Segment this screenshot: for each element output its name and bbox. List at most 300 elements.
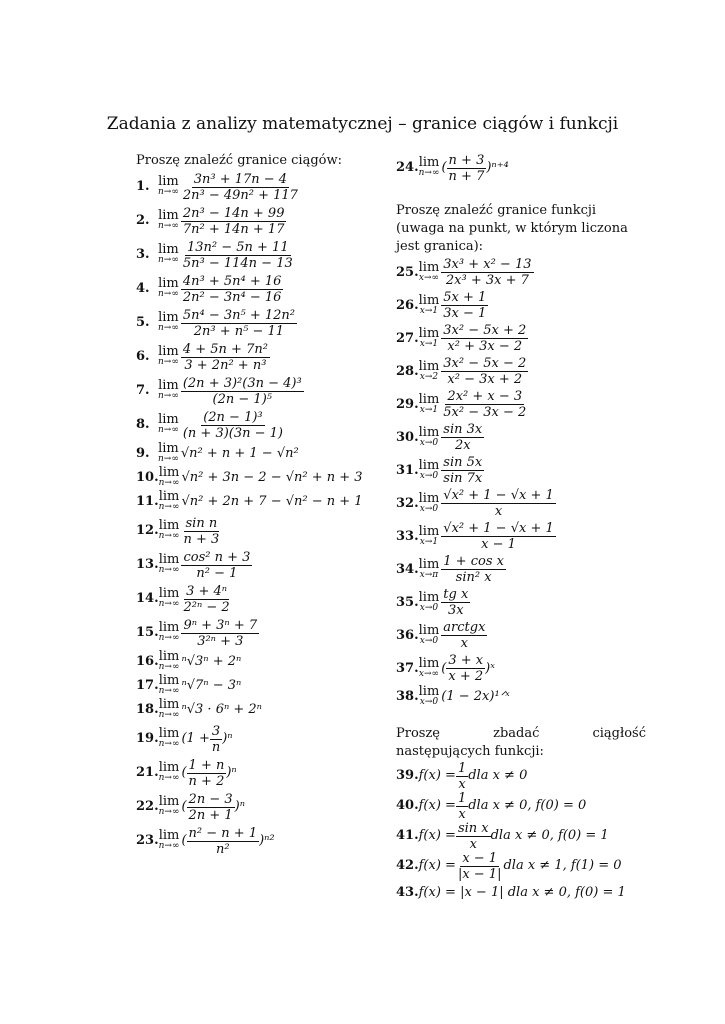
- problem-number: 19.: [136, 731, 159, 746]
- expression: ⁿ√7ⁿ − 3ⁿ: [181, 678, 242, 693]
- denominator: x + 2: [448, 669, 484, 684]
- fraction: [181, 274, 284, 305]
- limit-word: lim: [158, 620, 180, 635]
- problem-item: [396, 520, 646, 553]
- limit-operator: [158, 414, 179, 436]
- numerator: 9ⁿ + 3ⁿ + 7: [183, 617, 258, 633]
- limit-operator: [158, 443, 179, 465]
- problem-item: [396, 487, 646, 520]
- limit-operator: [419, 157, 440, 179]
- function-limit-list: [396, 256, 646, 709]
- continuity-list: [396, 761, 646, 905]
- denominator: |x − 1|: [457, 866, 502, 882]
- limit-word: lim: [418, 655, 440, 671]
- limit-subscript: n→∞: [158, 633, 180, 643]
- limit-operator: [158, 380, 179, 402]
- numerator: n + 3: [448, 152, 485, 168]
- numerator: 5n⁴ − 3n⁵ + 12n²: [182, 307, 295, 323]
- numerator: 3x² − 5x − 2: [443, 356, 527, 371]
- problem-item: [136, 306, 376, 340]
- numerator: n² − n + 1: [188, 825, 258, 841]
- limit-word: lim: [158, 441, 179, 456]
- denominator: x: [460, 636, 469, 651]
- numerator: 3x³ + x² − 13: [443, 257, 532, 272]
- expression-prefix: f(x) =: [418, 768, 456, 783]
- denominator: 2x³ + 3x + 7: [445, 273, 529, 288]
- numerator: x − 1: [462, 850, 498, 866]
- fraction: [181, 516, 221, 547]
- limit-operator: [159, 699, 180, 721]
- limit-subscript: n→∞: [158, 454, 179, 464]
- limit-subscript: x→0: [419, 635, 439, 646]
- problem-number: 18.: [136, 702, 159, 717]
- expression-suffix: )ⁿ⁺⁴: [486, 160, 509, 175]
- expression-suffix: )ⁿ²: [259, 833, 275, 848]
- fraction: [446, 653, 485, 684]
- denominator: 2x: [454, 438, 471, 453]
- expression-prefix: (1 +: [181, 731, 210, 746]
- problem-item: [396, 388, 646, 421]
- limit-subscript: n→∞: [158, 221, 179, 231]
- problem-number: 43.: [396, 885, 419, 900]
- limit-word: lim: [418, 325, 440, 341]
- problem-number: 8.: [136, 417, 150, 432]
- limit-word: lim: [158, 828, 180, 843]
- problem-item: [136, 756, 376, 790]
- denominator: x: [458, 776, 466, 792]
- numerator: arctgx: [443, 620, 486, 635]
- problem-item: [136, 548, 376, 582]
- limit-word: lim: [158, 174, 179, 189]
- limit-subscript: n→∞: [158, 255, 179, 265]
- limit-subscript: x→1: [419, 536, 439, 547]
- problem-number: 33.: [396, 528, 419, 544]
- denominator: 2²ⁿ − 2: [183, 599, 230, 615]
- denominator: n² − 1: [196, 565, 238, 581]
- numerator: √x² + 1 − √x + 1: [443, 488, 554, 503]
- limit-operator: [159, 467, 180, 489]
- expression-prefix: f(x) =: [418, 798, 456, 813]
- numerator: sin 5x: [443, 455, 483, 470]
- denominator: x: [494, 504, 503, 519]
- limit-subscript: n→∞: [158, 662, 180, 672]
- fraction: [210, 724, 222, 755]
- limit-subscript: x→0: [419, 602, 439, 613]
- expression-suffix: )ˣ: [485, 660, 495, 676]
- limit-subscript: n→∞: [158, 357, 179, 367]
- numerator: 13n² − 5n + 11: [186, 239, 289, 255]
- fraction: [181, 584, 231, 615]
- limit-subscript: n→∞: [418, 168, 440, 178]
- problem-number: 42.: [396, 858, 419, 873]
- numerator: cos² n + 3: [183, 549, 251, 565]
- expression: √n² + n + 1 − √n²: [180, 446, 299, 461]
- denominator: 2n + 1: [188, 807, 233, 823]
- fraction: [181, 410, 285, 441]
- problem-item: [136, 408, 376, 442]
- denominator: n + 3: [183, 531, 220, 547]
- denominator: (n + 3)(3n − 1): [182, 425, 284, 441]
- fraction: [181, 618, 259, 649]
- expression-prefix: (: [441, 160, 447, 175]
- limit-word: lim: [158, 726, 180, 741]
- limit-subscript: x→∞: [418, 668, 440, 679]
- problem-number: 41.: [396, 828, 419, 843]
- limit-operator: [159, 796, 180, 818]
- limit-operator: [159, 651, 180, 673]
- problem-item: [136, 466, 376, 490]
- problem-item: [136, 272, 376, 306]
- limit-subscript: x→1: [419, 305, 439, 316]
- fraction: [181, 342, 270, 373]
- denominator: n + 2: [188, 773, 225, 789]
- problem-number: 9.: [136, 446, 150, 461]
- limit-word: lim: [158, 673, 180, 688]
- section-1-intro: Proszę znaleźć granice ciągów:: [136, 153, 342, 168]
- numerator: 2x² + x − 3: [447, 389, 523, 404]
- limit-word: lim: [158, 760, 180, 775]
- problem-item: [136, 374, 376, 408]
- limit-operator: [418, 622, 440, 647]
- limit-operator: [158, 312, 179, 334]
- expression: ⁿ√3ⁿ + 2ⁿ: [181, 654, 242, 669]
- denominator: x: [458, 806, 466, 822]
- denominator: x − 1: [481, 537, 516, 552]
- problem-number: 35.: [396, 594, 419, 610]
- denominator: 7n² + 14n + 17: [182, 221, 285, 237]
- limit-subscript: x→0: [419, 470, 439, 481]
- limit-word: lim: [158, 697, 180, 712]
- problem-item: [396, 289, 646, 322]
- expression-suffix: )ⁿ: [222, 731, 233, 746]
- denominator: n + 7: [448, 168, 485, 184]
- problem-number: 25.: [396, 264, 419, 280]
- expression-prefix: (: [441, 660, 447, 676]
- fraction: [441, 554, 506, 585]
- limit-word: lim: [418, 490, 440, 506]
- expression: √n² + 3n − 2 − √n² + n + 3: [181, 470, 363, 485]
- limit-subscript: n→∞: [158, 323, 179, 333]
- problem-item: [136, 204, 376, 238]
- problem-item: [136, 698, 376, 722]
- expression-suffix: )ⁿ: [234, 799, 245, 814]
- limit-operator: [159, 728, 180, 750]
- numerator: 2n³ − 14n + 99: [182, 205, 285, 221]
- denominator: n: [211, 739, 221, 755]
- problem-number: 1.: [136, 179, 150, 194]
- limit-word: lim: [418, 589, 440, 605]
- problem-item: [396, 851, 646, 881]
- problem-number: 11.: [136, 494, 159, 509]
- fraction: [441, 488, 555, 519]
- problem-number: 6.: [136, 349, 150, 364]
- limit-subscript: n→∞: [158, 599, 180, 609]
- limit-operator: [159, 554, 180, 576]
- problem-item: [136, 442, 376, 466]
- problem-number: 4.: [136, 281, 150, 296]
- limit-word: lim: [418, 391, 440, 407]
- limit-operator: [159, 762, 180, 784]
- limit-subscript: x→π: [419, 569, 439, 580]
- expression-prefix: f(x) =: [418, 858, 456, 873]
- problem-number: 21.: [136, 765, 159, 780]
- limit-operator: [418, 424, 440, 449]
- fraction: [441, 455, 484, 486]
- sequence-limit-list: [136, 170, 376, 858]
- limit-subscript: n→∞: [158, 478, 180, 488]
- limit-operator: [418, 391, 440, 416]
- expression-suffix: dla x ≠ 1, f(1) = 0: [503, 858, 622, 873]
- problem-item: [396, 761, 646, 791]
- fraction: [456, 851, 504, 882]
- limit-subscript: x→2: [419, 371, 439, 382]
- problem-number: 36.: [396, 627, 419, 643]
- fraction: [441, 587, 470, 618]
- limit-operator: [418, 523, 440, 548]
- numerator: 3n³ + 17n − 4: [193, 171, 288, 187]
- fraction: [456, 821, 491, 852]
- problem-item: [396, 322, 646, 355]
- fraction: [456, 791, 468, 822]
- limit-subscript: n→∞: [158, 187, 179, 197]
- numerator: 4n³ + 5n⁴ + 16: [182, 273, 282, 289]
- denominator: x² − 3x + 2: [447, 372, 523, 387]
- expression-prefix: (: [181, 765, 187, 780]
- problem-number: 26.: [396, 297, 419, 313]
- problem-item: [136, 650, 376, 674]
- denominator: x² + 3x − 2: [447, 339, 523, 354]
- fraction: [441, 323, 528, 354]
- numerator: 4 + 5n + 7n²: [182, 341, 268, 357]
- fraction: [181, 308, 297, 339]
- problem-item: [136, 582, 376, 616]
- problem-item: [136, 238, 376, 272]
- denominator: 3x: [447, 603, 464, 618]
- fraction: [441, 389, 528, 420]
- fraction: [441, 422, 484, 453]
- problem-number: 38.: [396, 689, 419, 704]
- problem-item: [136, 674, 376, 698]
- problem-number: 27.: [396, 330, 419, 346]
- fraction: [441, 290, 488, 321]
- numerator: 2n − 3: [188, 791, 233, 807]
- fraction: [441, 257, 533, 288]
- limit-word: lim: [158, 412, 179, 427]
- fraction: [441, 620, 487, 651]
- numerator: sin x: [457, 820, 489, 836]
- limit-word: lim: [158, 276, 179, 291]
- limit-subscript: n→∞: [158, 739, 180, 749]
- problem-item: [396, 685, 646, 709]
- problem-item: [136, 340, 376, 374]
- denominator: (2n − 1)⁵: [212, 391, 272, 407]
- problem-item: [396, 256, 646, 289]
- denominator: x: [469, 836, 477, 852]
- problem-item: [396, 791, 646, 821]
- denominator: 3 + 2n² + n³: [184, 357, 267, 373]
- problem-number: 39.: [396, 768, 419, 783]
- limit-operator: [159, 622, 180, 644]
- limit-subscript: n→∞: [158, 841, 180, 851]
- limit-operator: [418, 259, 440, 284]
- problem-number: 23.: [136, 833, 159, 848]
- problem-item: [136, 490, 376, 514]
- denominator: n²: [216, 841, 230, 857]
- fraction: [181, 206, 287, 237]
- fraction: [181, 550, 252, 581]
- problem-item: [396, 150, 646, 186]
- numerator: 1 + cos x: [443, 554, 504, 569]
- problem-number: 2.: [136, 213, 150, 228]
- limit-word: lim: [418, 523, 440, 539]
- limit-operator: [418, 457, 440, 482]
- limit-operator: [159, 830, 180, 852]
- left-column: [136, 152, 376, 858]
- problem-number: 37.: [396, 660, 419, 676]
- fraction: [441, 521, 555, 552]
- fraction: [441, 356, 528, 387]
- problem-number: 34.: [396, 561, 419, 577]
- problem-item: [136, 616, 376, 650]
- limit-word: lim: [418, 292, 440, 308]
- problem-item: [136, 514, 376, 548]
- numerator: 3 + x: [448, 653, 484, 668]
- limit-operator: [159, 588, 180, 610]
- expression: (1 − 2x)¹ᐟˣ: [441, 689, 510, 704]
- limit-word: lim: [158, 489, 180, 504]
- problem-item: [136, 824, 376, 858]
- limit-subscript: n→∞: [158, 531, 180, 541]
- fraction: [181, 172, 300, 203]
- problem-item: [396, 355, 646, 388]
- numerator: tg x: [443, 587, 469, 602]
- limit-operator: [159, 520, 180, 542]
- limit-subscript: n→∞: [158, 773, 180, 783]
- limit-word: lim: [418, 622, 440, 638]
- limit-subscript: n→∞: [158, 289, 179, 299]
- numerator: 1: [457, 790, 467, 806]
- limit-word: lim: [418, 684, 440, 699]
- limit-word: lim: [158, 208, 179, 223]
- limit-word: lim: [418, 259, 440, 275]
- problem-24: [396, 150, 646, 186]
- expression-prefix: f(x) =: [418, 828, 456, 843]
- fraction: [447, 153, 487, 184]
- problem-item: [396, 421, 646, 454]
- limit-operator: [419, 686, 440, 708]
- limit-word: lim: [158, 242, 179, 257]
- limit-subscript: x→0: [419, 697, 439, 707]
- problem-number: 16.: [136, 654, 159, 669]
- limit-word: lim: [418, 556, 440, 572]
- problem-number: 5.: [136, 315, 150, 330]
- limit-subscript: n→∞: [158, 391, 179, 401]
- numerator: sin n: [185, 515, 218, 531]
- numerator: 5x + 1: [443, 290, 487, 305]
- limit-subscript: n→∞: [158, 686, 180, 696]
- problem-item: [136, 722, 376, 756]
- problem-item: [396, 553, 646, 586]
- limit-subscript: n→∞: [158, 710, 180, 720]
- expression-prefix: (: [181, 799, 187, 814]
- limit-operator: [418, 358, 440, 383]
- problem-item: [396, 881, 646, 905]
- problem-number: 17.: [136, 678, 159, 693]
- page-title: Zadania z analizy matematycznej – granice ciągów i funkcji: [106, 114, 619, 134]
- limit-operator: [418, 589, 440, 614]
- limit-operator: [418, 325, 440, 350]
- numerator: 1 + n: [188, 757, 225, 773]
- limit-operator: [158, 278, 179, 300]
- limit-operator: [418, 655, 440, 680]
- limit-subscript: n→∞: [158, 425, 179, 435]
- limit-word: lim: [418, 424, 440, 440]
- limit-operator: [418, 556, 440, 581]
- problem-number: 30.: [396, 429, 419, 445]
- limit-word: lim: [158, 518, 180, 533]
- limit-subscript: x→1: [419, 404, 439, 415]
- problem-number: 7.: [136, 383, 150, 398]
- limit-operator: [158, 346, 179, 368]
- expression-prefix: f(x) = |x − 1| dla x ≠ 0, f(0) = 1: [418, 885, 626, 900]
- numerator: 1: [457, 760, 467, 776]
- expression-suffix: dla x ≠ 0, f(0) = 1: [490, 828, 609, 843]
- problem-number: 31.: [396, 462, 419, 478]
- problem-number: 15.: [136, 625, 159, 640]
- fraction: [181, 240, 295, 271]
- expression-suffix: )ⁿ: [226, 765, 237, 780]
- expression-prefix: (: [181, 833, 187, 848]
- fraction: [456, 761, 468, 792]
- limit-subscript: n→∞: [158, 807, 180, 817]
- limit-word: lim: [418, 457, 440, 473]
- expression: √n² + 2n + 7 − √n² − n + 1: [181, 494, 363, 509]
- limit-subscript: n→∞: [158, 502, 180, 512]
- denominator: 2n³ − 49n² + 117: [182, 187, 298, 203]
- denominator: sin 7x: [443, 471, 483, 486]
- numerator: √x² + 1 − √x + 1: [443, 521, 554, 536]
- problem-item: [136, 790, 376, 824]
- limit-word: lim: [418, 358, 440, 374]
- limit-operator: [418, 292, 440, 317]
- limit-word: lim: [158, 310, 179, 325]
- limit-subscript: x→1: [419, 338, 439, 349]
- numerator: sin 3x: [443, 422, 483, 437]
- limit-subscript: x→0: [419, 503, 439, 514]
- expression: ⁿ√3 · 6ⁿ + 2ⁿ: [181, 702, 262, 717]
- limit-operator: [159, 491, 180, 513]
- limit-word: lim: [158, 586, 180, 601]
- numerator: 3x² − 5x + 2: [443, 323, 527, 338]
- problem-item: [396, 821, 646, 851]
- fraction: [187, 758, 227, 789]
- denominator: 5x² − 3x − 2: [443, 405, 527, 420]
- limit-word: lim: [158, 378, 179, 393]
- limit-word: lim: [158, 649, 180, 664]
- fraction: [181, 376, 304, 407]
- limit-operator: [158, 244, 179, 266]
- denominator: 3²ⁿ + 3: [197, 633, 244, 649]
- problem-item: [136, 170, 376, 204]
- denominator: sin² x: [455, 570, 492, 585]
- problem-number: 14.: [136, 591, 159, 606]
- numerator: 3 + 4ⁿ: [186, 583, 228, 599]
- denominator: 2n² − 3n⁴ − 16: [182, 289, 282, 305]
- problem-item: [396, 652, 646, 685]
- problem-number: 28.: [396, 363, 419, 379]
- section-3-intro: Proszę zbadać ciągłość następujących funkcji:: [396, 726, 646, 759]
- limit-word: lim: [158, 465, 180, 480]
